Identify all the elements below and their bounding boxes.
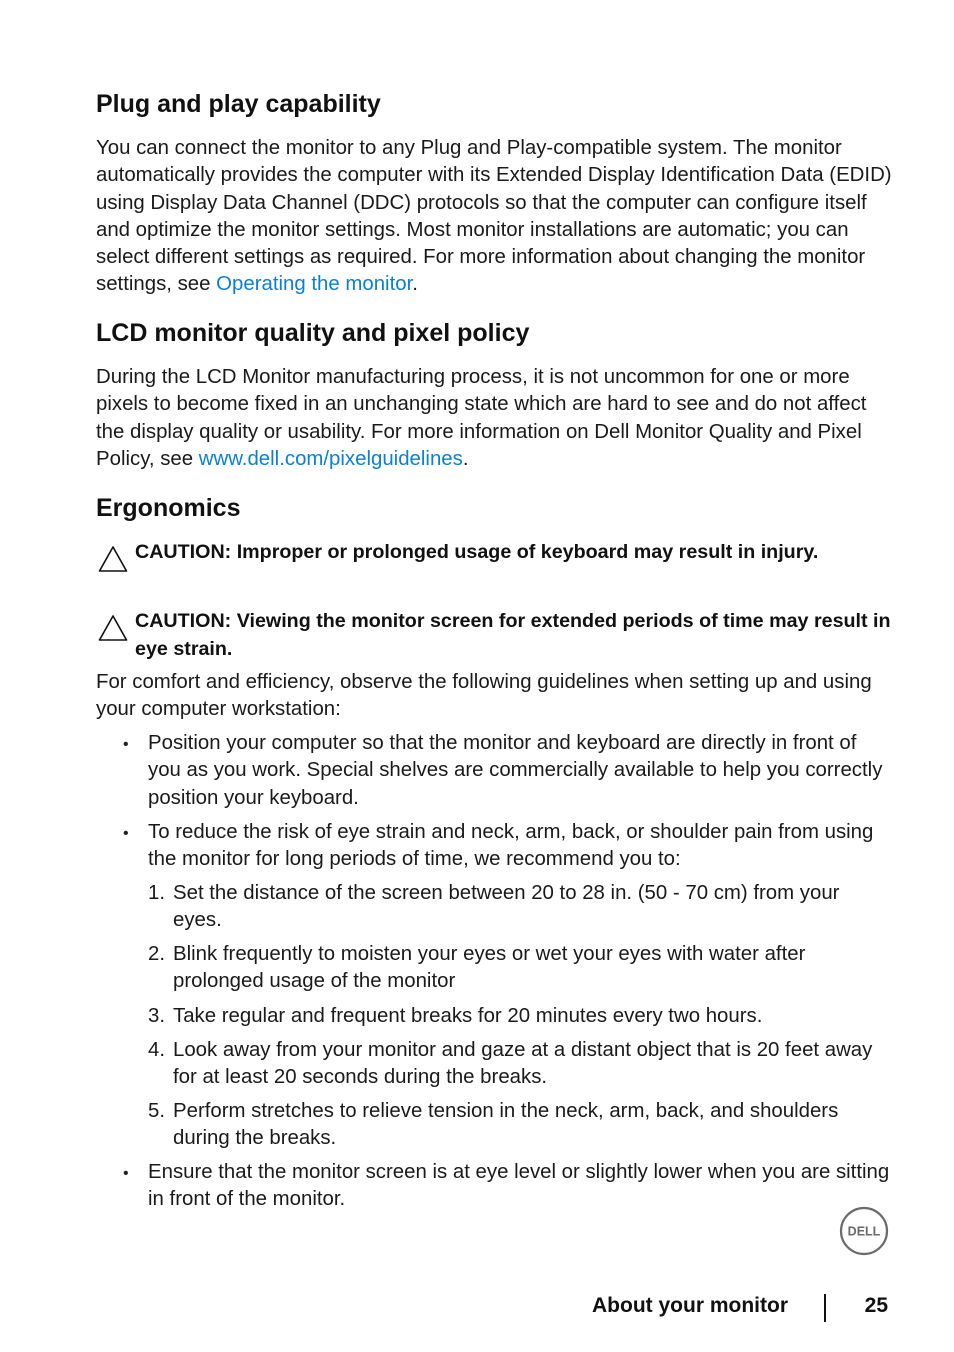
dell-logo-text: DELL (847, 1224, 881, 1239)
pixel-guidelines-link[interactable]: www.dell.com/pixelguidelines (198, 447, 463, 470)
list-item: To reduce the risk of eye strain and neck, arm, back, or shoulder pain from using the monitor for long periods of time, we recommend you to: (148, 821, 874, 871)
caution-eye-strain-text: CAUTION: Viewing the monitor screen for extended periods of time may result in eye strain. (135, 610, 891, 660)
step-number: 4. (148, 1039, 166, 1061)
section-heading-ergonomics: Ergonomics (96, 494, 241, 522)
plug-and-play-body: You can connect the monitor to any Plug and Play-compatible system. The monitor automatically provides the computer with its Extended Display Identification Data (EDID) using Display Data Channel (DDC) protocols so that the computer can configure itself and optimize the monitor settings. Most monitor installations are automatic; you can select different settings as required. For more information about changing the monitor settings, see (96, 137, 892, 296)
section-heading-plug-and-play: Plug and play capability (96, 90, 381, 118)
list-item: Position your computer so that the monitor and keyboard are directly in front of you as you work. Special shelves are commercially available to help you correctly position your keyboard. (148, 732, 883, 809)
bullet-marker: • (123, 1165, 129, 1182)
list-item: Ensure that the monitor screen is at eye level or slightly lower when you are sitting in front of the monitor. (148, 1161, 890, 1211)
section-heading-lcd-policy: LCD monitor quality and pixel policy (96, 319, 530, 347)
lcd-policy-body: During the LCD Monitor manufacturing process, it is not uncommon for one or more pixels to become fixed in an unchanging state which are hard to see and do not affect the display quality or usability. For more information on Dell Monitor Quality and Pixel Policy, see (96, 366, 867, 470)
footer-section-title: About your monitor (592, 1294, 788, 1317)
step-item: Blink frequently to moisten your eyes or wet your eyes with water after prolonged usage of the monitor (173, 943, 806, 993)
step-number: 5. (148, 1100, 166, 1122)
step-number: 1. (148, 882, 166, 904)
dell-logo-icon (839, 1206, 889, 1256)
step-item: Perform stretches to relieve tension in the neck, arm, back, and shoulders during the breaks. (173, 1100, 839, 1150)
bullet-marker: • (123, 736, 129, 753)
caution-triangle-icon (98, 545, 128, 573)
plug-and-play-end: . (412, 273, 418, 296)
step-number: 3. (148, 1005, 166, 1027)
caution-keyboard-text: CAUTION: Improper or prolonged usage of keyboard may result in injury. (135, 541, 819, 563)
bullet-marker: • (123, 825, 129, 842)
lcd-policy-end: . (462, 447, 469, 470)
caution-keyboard (96, 539, 896, 599)
step-number: 2. (148, 943, 166, 965)
step-item: Take regular and frequent breaks for 20 minutes every two hours. (173, 1005, 763, 1027)
plug-and-play-paragraph (96, 135, 896, 299)
caution-eye-strain (96, 608, 896, 668)
operating-the-monitor-link[interactable]: Operating the monitor (216, 273, 413, 296)
lcd-policy-paragraph (96, 364, 896, 473)
caution-triangle-icon (98, 614, 128, 642)
step-item: Set the distance of the screen between 20 to 28 in. (50 - 70 cm) from your eyes. (173, 882, 840, 932)
ergonomics-intro: For comfort and efficiency, observe the following guidelines when setting up and using your computer workstation: (96, 671, 872, 721)
footer-divider (824, 1294, 826, 1322)
page-number: 25 (864, 1294, 888, 1317)
step-item: Look away from your monitor and gaze at a distant object that is 20 feet away for at least 20 seconds during the breaks. (173, 1039, 873, 1089)
